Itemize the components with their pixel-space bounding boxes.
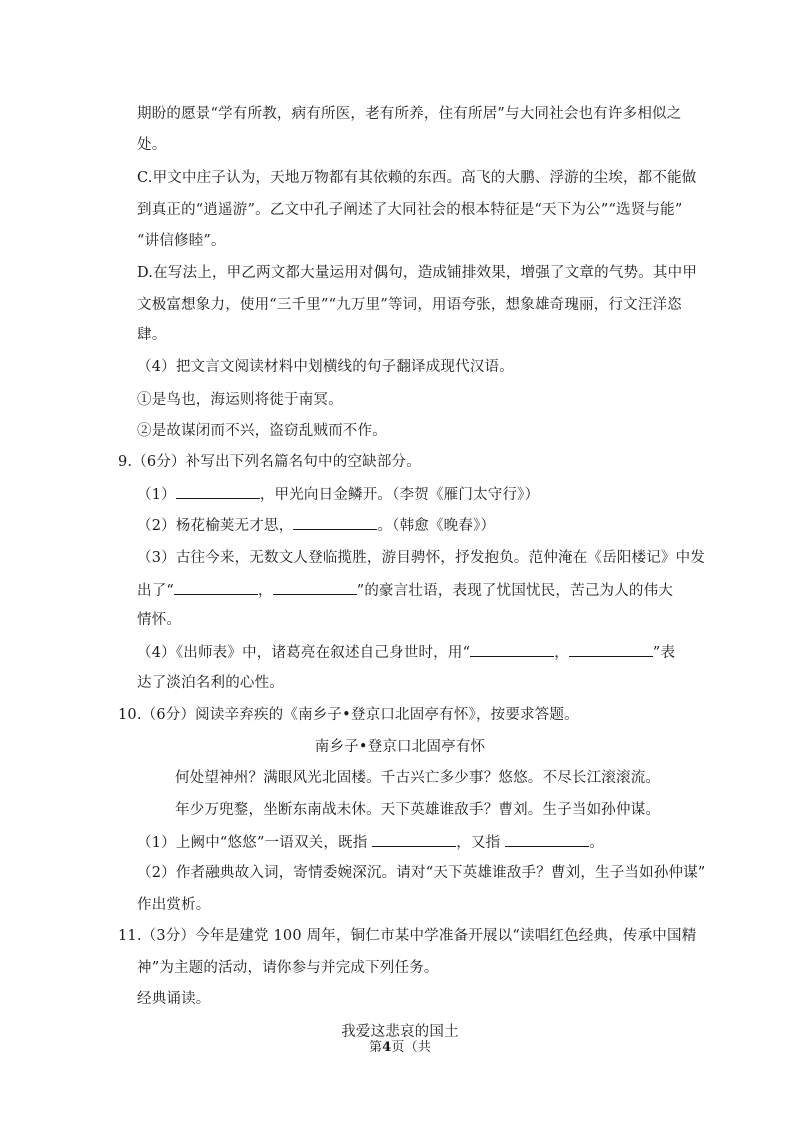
- q10-item-1: [137, 832, 604, 853]
- text-line: 到真正的“逍遥游”。乙文中孔子阐述了大同社会的根本特征是“天下为公”“选贤与能”: [137, 202, 683, 218]
- answer-blank[interactable]: [505, 832, 589, 847]
- q11-poem-title: 我爱这悲哀的国土: [341, 1024, 459, 1040]
- q9-item-3-open: 出了“: [137, 583, 175, 599]
- q9-item-2: [137, 515, 495, 536]
- translate-sentence-1: ①是鸟也，海运则将徙于南冥。: [137, 392, 343, 408]
- answer-blank[interactable]: [273, 580, 357, 595]
- q10-item-1-end: 。: [589, 835, 604, 851]
- q10-item-1-mid: ，又指: [456, 835, 501, 851]
- q9-item-4-text: （4）《出师表》中，诸葛亮在叙述自己身世时，用“: [137, 645, 471, 661]
- page-footer: [0, 1038, 800, 1058]
- answer-blank[interactable]: [372, 832, 456, 847]
- q9-item-3-end: 情怀。: [137, 612, 182, 628]
- option-d-line: D.在写法上，甲乙两文都大量运用对偶句，造成铺排效果，增强了文章的气势。其中甲: [137, 265, 698, 281]
- translate-sentence-2: ②是故谋闭而不兴，盗窃乱贼而不作。: [137, 423, 387, 439]
- answer-blank[interactable]: [569, 642, 653, 657]
- text-line: “讲信修睦”。: [137, 233, 226, 249]
- option-c-line: C.甲文中庄子认为，天地万物都有其依赖的东西。高飞的大鹏、浮游的尘埃，都不能做: [137, 170, 697, 186]
- q9-item-2-text: （2）杨花榆荚无才思，: [137, 518, 294, 534]
- q9-item-4: [137, 642, 675, 663]
- poem-line-2: 年少万兜鍪，坐断东南战未休。天下英雄谁敌手？曹刘。生子当如孙仲谋。: [175, 802, 661, 818]
- comma: ，: [258, 583, 273, 599]
- page-number: 4: [382, 1040, 392, 1055]
- q9-item-3: （3）古往今来，无数文人登临揽胜，游目骋怀，抒发抱负。范仲淹在《岳阳楼记》中发: [137, 550, 706, 566]
- q9-item-4-close: ”表: [652, 645, 676, 661]
- comma: ，: [554, 645, 569, 661]
- q9-item-4-end: 达了淡泊名利的心性。: [137, 675, 284, 691]
- answer-blank[interactable]: [470, 642, 554, 657]
- text-line: 肆。: [137, 327, 167, 343]
- question-9-heading: 9.（6分）补写出下列名篇名句中的空缺部分。: [118, 454, 421, 470]
- q9-item-1-prefix: （1）: [137, 487, 176, 503]
- answer-blank[interactable]: [174, 580, 258, 595]
- q11-subtask: 经典诵读。: [137, 991, 211, 1007]
- question-11-heading: 11.（3分）今年是建党 100 周年，铜仁市某中学准备开展以“读唱红色经典，传承中国精: [118, 928, 697, 944]
- q9-item-2-source: 。（韩愈《晚春》）: [377, 518, 496, 534]
- question-10-heading: 10.（6分）阅读辛弃疾的《南乡子•登京口北固亭有怀》，按要求答题。: [118, 707, 579, 723]
- q10-item-2-end: 作出赏析。: [137, 897, 211, 913]
- answer-blank[interactable]: [293, 515, 377, 530]
- text-line: 期盼的愿景“学有所教，病有所医，老有所养，住有所居”与大同社会也有许多相似之: [137, 106, 682, 122]
- q9-item-1: [137, 484, 539, 505]
- question-11-heading-cont: 神”为主题的活动，请你参与并完成下列任务。: [137, 960, 439, 976]
- text-line: 处。: [137, 137, 167, 153]
- q10-item-1-text: （1）上阙中“悠悠”一语双关，既指: [137, 835, 368, 851]
- poem-title: 南乡子•登京口北固亭有怀: [314, 739, 486, 755]
- q10-item-2: （2）作者融典故入词，寄情委婉深沉。请对“天下英雄谁敌手？曹刘，生子当如孙仲谋”: [137, 865, 706, 881]
- text-line: 文极富想象力，使用“三千里”“九万里”等词，用语夸张，想象雄奇瑰丽，行文汪洋恣: [137, 297, 682, 313]
- q9-item-1-text: ，甲光向日金鳞开。（李贺《雁门太守行》）: [259, 487, 540, 503]
- answer-blank[interactable]: [176, 484, 260, 499]
- footer-suffix: 页（共: [391, 1040, 432, 1055]
- q9-item-3-rest: ”的豪言壮语，表现了忧国忧民，苦己为人的伟大: [356, 583, 674, 599]
- poem-line-1: 何处望神州？满眼风光北固楼。千古兴亡多少事？悠悠。不尽长江滚滚流。: [175, 770, 661, 786]
- subquestion-4: （4）把文言文阅读材料中划横线的句子翻译成现代汉语。: [137, 359, 514, 375]
- q9-item-3-cont: [137, 580, 673, 601]
- footer-prefix: 第: [368, 1040, 383, 1055]
